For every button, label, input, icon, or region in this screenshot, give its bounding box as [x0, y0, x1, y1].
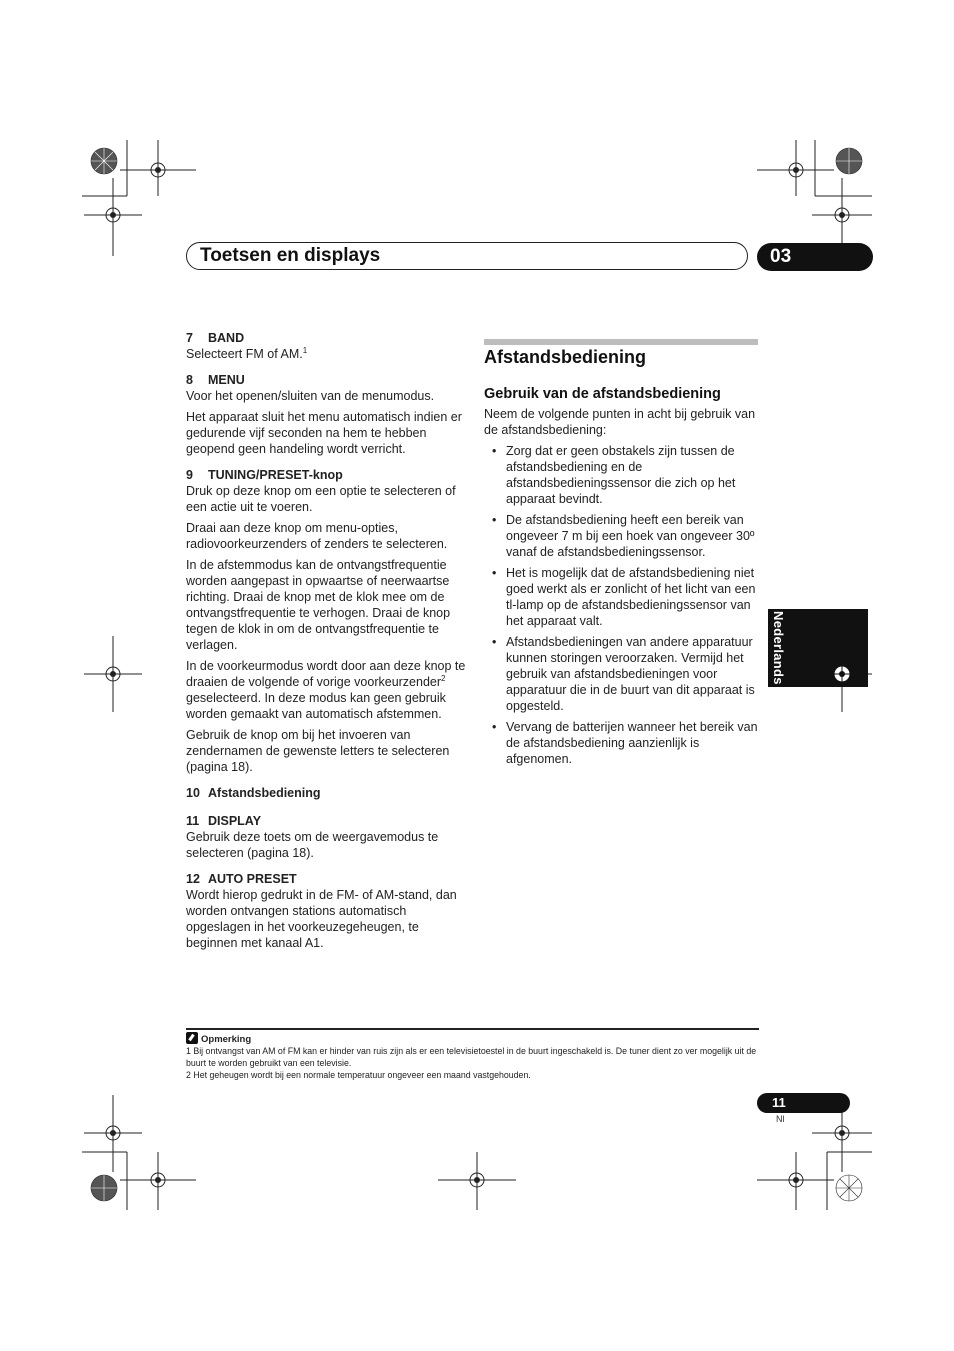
item-label: DISPLAY: [208, 814, 262, 828]
item-text: In de voorkeurmodus wordt door aan deze knop te draaien de volgende of vorige voorkeurzender$^2$ geselecteerd. In deze modus kan geen gebruik worden gemaakt van automatisch afstemmen.: [186, 659, 466, 721]
subsection-title: Gebruik van de afstandsbediening: [484, 386, 721, 402]
item-title-afstandsbediening: [186, 785, 466, 801]
item-text: Voor het openen/sluiten van de menumodus.: [186, 389, 435, 403]
footnotes: [186, 1046, 759, 1083]
left-column: [186, 330, 466, 956]
item-text: Selecteert FM of AM.$^1$: [186, 345, 308, 361]
page-title: Toetsen en displays: [200, 245, 381, 266]
page-language: Nl: [776, 1114, 785, 1124]
section-title: Afstandsbediening: [484, 347, 647, 367]
item-label: Afstandsbediening: [208, 786, 321, 800]
bullet-list: [484, 443, 760, 767]
list-item: • De afstandsbediening heeft een bereik van ongeveer 7 m bij een hoek van ongeveer 30º vanaf de afstandsbedieningssensor.: [484, 512, 760, 560]
item-text: Draai aan deze knop om menu-opties, radiovoorkeurzenders of zenders te selecteren.: [186, 521, 448, 551]
list-item: • Afstandsbedieningen van andere apparatuur kunnen storingen veroorzaken. Vermijd het gebruik van afstandsbedieningen voor apparatuur die in de buurt van dit apparaat is opgesteld.: [484, 634, 760, 714]
footnote-item: 1 Bij ontvangst van AM of FM kan er hinder van ruis zijn als er een televisietoestel in de buurt ingeschakeld is. De tuner dient zo ver mogelijk uit de buurt te worden gebruikt van een televisie.: [186, 1046, 757, 1068]
note-icon: [186, 1032, 198, 1044]
chapter-number: 03: [770, 246, 792, 267]
language-tab-label: Nederlands: [771, 611, 786, 685]
item-number: 8: [186, 373, 193, 387]
crosshair-icon: [827, 659, 857, 689]
item-text: Gebruik deze toets om de weergavemodus te selecteren (pagina 18).: [186, 830, 439, 860]
item-text: Wordt hierop gedrukt in de FM- of AM-stand, dan worden ontvangen stations automatisch opgeslagen in het voorkeuzegeheugen, te beginnen met kanaal A1.: [186, 888, 457, 950]
page-number-badge: [757, 1093, 850, 1113]
item-number: 10: [186, 786, 200, 800]
footnote-ref: 2: [441, 673, 446, 683]
item-title-tuning: [186, 467, 466, 483]
list-item: • Zorg dat er geen obstakels zijn tussen de afstandsbediening en de afstandsbedieningssensor die zich op het apparaat bevindt.: [484, 443, 760, 507]
item-number: 12: [186, 872, 200, 886]
intro-text: Neem de volgende punten in acht bij gebruik van de afstandsbediening:: [484, 407, 756, 437]
footnote-rule: [186, 1028, 759, 1030]
footnote-heading: Opmerking: [186, 1032, 251, 1045]
item-label: AUTO PRESET: [208, 872, 297, 886]
item-text: Druk op deze knop om een optie te selecteren of een actie uit te voeren.: [186, 484, 456, 514]
list-item: • Vervang de batterijen wanneer het bereik van de afstandsbediening aanzienlijk is afgenomen.: [484, 719, 760, 767]
item-text: In de afstemmodus kan de ontvangstfrequentie worden aangepast in opwaartse of neerwaartse richting. Draai de knop met de klok mee om de ontvangstfrequentie te verhogen. Draai de knop tegen de klok in om de ontvangstfrequentie te verlagen.: [186, 558, 451, 652]
footnote-item: 2 Het geheugen wordt bij een normale temperatuur ongeveer een maand vastgehouden.: [186, 1070, 531, 1080]
item-title-band: [186, 330, 466, 346]
footnote-ref: 1: [302, 345, 308, 355]
item-number: 7: [186, 331, 193, 345]
item-label: MENU: [208, 373, 245, 387]
item-title-auto-preset: [186, 871, 466, 887]
item-text: Het apparaat sluit het menu automatisch indien er gedurende vijf seconden na hem te hebben geopend geen handeling wordt verricht.: [186, 410, 462, 456]
right-column: [484, 386, 760, 772]
item-title-display: [186, 813, 466, 829]
item-label: BAND: [208, 331, 245, 345]
item-number: 11: [186, 814, 200, 828]
item-text: Gebruik de knop om bij het invoeren van zendernamen de gewenste letters te selecteren (pagina 18).: [186, 728, 450, 774]
item-label: TUNING/PRESET-knop: [208, 468, 343, 482]
item-number: 9: [186, 468, 193, 482]
item-title-menu: [186, 372, 466, 388]
section-rule: [484, 339, 758, 345]
page-number: 11: [772, 1095, 786, 1110]
list-item: • Het is mogelijk dat de afstandsbediening niet goed werkt als er zonlicht of het licht van een tl-lamp op de afstandsbedieningssensor van het apparaat valt.: [484, 565, 760, 629]
